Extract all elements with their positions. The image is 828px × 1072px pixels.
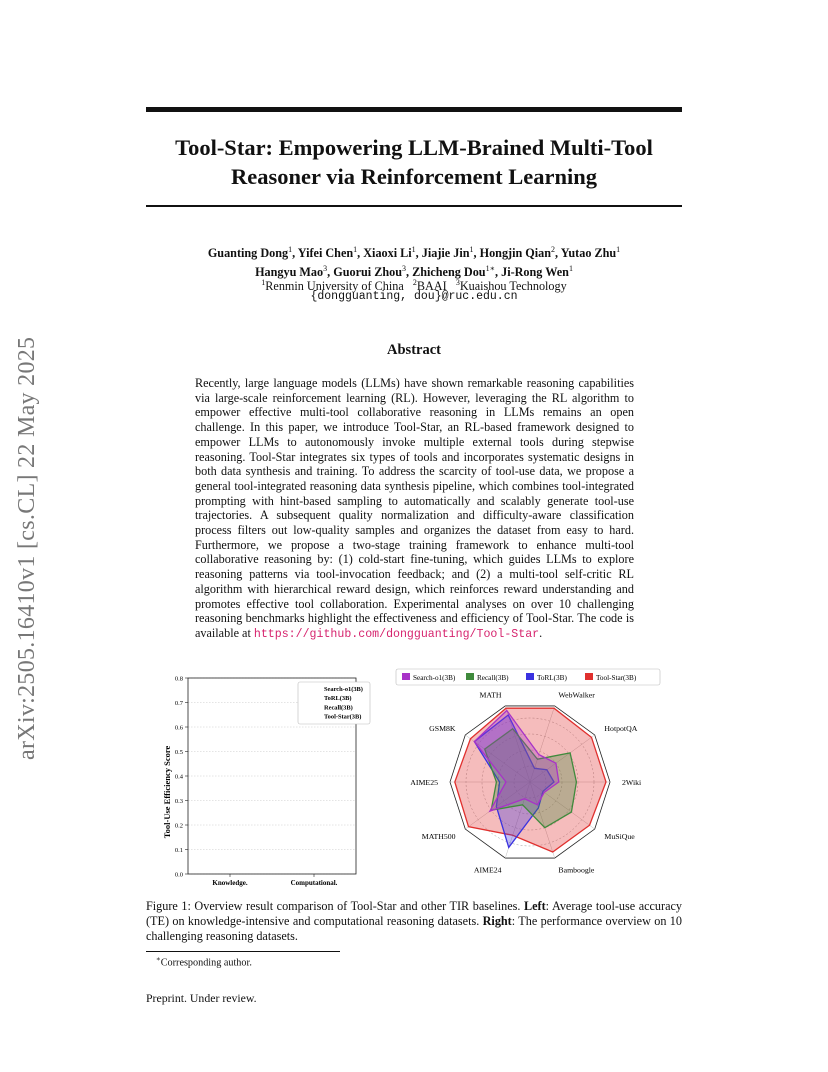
affiliation-name: Renmin University of China <box>265 279 404 294</box>
affiliation-mark: 3 <box>455 278 460 287</box>
affiliation-name: Kuaishou Technology <box>459 279 567 294</box>
preprint-note: Preprint. Under review. <box>146 991 257 1005</box>
legend-entry: Recall(3B) <box>324 704 353 712</box>
code-link[interactable]: https://github.com/dongguanting/Tool-Star <box>253 627 540 641</box>
legend-entry: Recall(3B) <box>477 674 509 682</box>
caption-left-text: : Average tool-use accuracy (TE) on knowledge-intensive and computational reasoning datasets. <box>146 899 682 928</box>
caption-prefix: Figure 1: Overview result comparison of Tool-Star and other TIR baselines. <box>146 899 525 913</box>
contact-email: {dongguanting, dou}@ruc.edu.cn <box>310 290 518 303</box>
author-name: Guorui Zhou <box>333 265 402 280</box>
radar-axis-label: MATH500 <box>421 832 456 842</box>
author-name: Zhicheng Dou <box>412 265 486 280</box>
footnote-rule <box>146 951 340 952</box>
x-tick-label: Computational. <box>290 879 338 887</box>
title-line-1: Tool-Star: Empowering LLM-Brained Multi-Tool <box>175 135 653 160</box>
title-line-2: Reasoner via Reinforcement Learning <box>231 164 597 189</box>
radar-axis-label: MuSiQue <box>604 832 635 842</box>
radar-axis-label: AIME24 <box>473 865 502 875</box>
y-tick-label: 0.5 <box>174 749 183 756</box>
y-tick-label: 0.2 <box>174 822 183 830</box>
title-top-rule <box>146 107 682 112</box>
author-0 <box>208 246 292 260</box>
author-affil-mark: 1 <box>411 245 416 254</box>
y-tick-label: 0.3 <box>174 798 183 805</box>
radar-axis-label: HotpotQA <box>604 723 638 733</box>
title-bottom-rule <box>146 205 682 207</box>
x-tick-label: Knowledge. <box>212 879 248 887</box>
legend-entry: Tool-Star(3B) <box>324 713 362 721</box>
legend-entry: Tool-Star(3B) <box>596 674 637 682</box>
author-name: Xiaoxi Li <box>363 246 412 261</box>
caption-left-label: Left <box>524 899 546 913</box>
radar-axis-label: 2Wiki <box>622 778 642 787</box>
author-affil-mark: 1 <box>469 245 474 254</box>
y-tick-label: 0.7 <box>174 700 183 707</box>
author-5 <box>561 246 620 260</box>
legend-entry: ToRL(3B) <box>537 674 567 682</box>
footnote <box>156 955 252 968</box>
radar-axis-label: AIME25 <box>410 778 438 787</box>
caption-right-label: Right <box>482 914 512 928</box>
footnote-text: Corresponding author. <box>160 957 252 969</box>
legend-entry: Search-o1(3B) <box>324 686 363 693</box>
affiliation-name: BAAI <box>416 279 447 294</box>
author-affil-mark: 1 <box>353 245 358 254</box>
author-line-1: Guanting Dong$^1$, Yifei Chen$^1$, Xiaoxi Li$^1$, Jiajie Jin$^1$, Hongjin Qian$^2$, Yutao Zhu$^1$ <box>207 245 621 261</box>
author-name: Jiajie Jin <box>421 246 470 261</box>
abstract-body <box>195 376 634 643</box>
figure-caption <box>146 899 682 944</box>
author-name: Yutao Zhu <box>560 246 617 261</box>
efficiency-bar-chart <box>158 668 382 892</box>
y-tick-label: 0.1 <box>174 847 183 854</box>
author-name: Hongjin Qian <box>479 246 552 261</box>
author-affil-mark: 1 <box>616 245 621 254</box>
radar-axis-label: MATH <box>479 690 502 700</box>
abstract-heading: Abstract <box>387 342 441 358</box>
legend-swatch <box>402 673 410 680</box>
author-4 <box>480 246 555 260</box>
author-3 <box>422 246 474 260</box>
arxiv-identifier: arXiv:2505.16410v1 [cs.CL] 22 May 2025 <box>14 336 40 760</box>
author-affil-mark: 1 <box>568 264 573 274</box>
y-tick-label: 0.6 <box>174 724 183 732</box>
paper-title <box>146 133 682 191</box>
radar-chart <box>380 668 680 882</box>
legend-entry: ToRL(3B) <box>324 695 352 703</box>
abstract-text: Recently, large language models (LLMs) have shown remarkable reasoning capabilities via large-scale reinforcement learning (RL). However, leveraging the RL algorithm to empower effective multi-tool collaborative reasoning in LLMs remains an open challenge. In this paper, we introduce Tool-Star, an RL-based framework designed to empower LLMs to autonomously invoke multiple external tools during stepwise reasoning. Tool-Star integrates six types of tools and incorporates systematic designs in both data synthesis and training. To address the scarcity of tool-use data, we propose a general tool-integrated reasoning data synthesis pipeline, which combines tool-integrated prompting with hint-based sampling to automatically and scalably generate tool-use trajectories. A subsequent quality normalization and difficulty-aware classification process filters out low-quality samples and organizes the dataset from easy to hard. Furthermore, we propose a two-stage training framework to enhance multi-tool collaborative reasoning by: (1) cold-start fine-tuning, which guides LLMs to explore reasoning patterns via tool-invocation feedback; and (2) a multi-tool self-critic RL algorithm with hierarchical reward design, which reinforces reward understanding and promotes effective tool collaboration. Experimental analyses on over 10 challenging reasoning benchmarks highlight the effectiveness and efficiency of Tool-Star. The code is available at <box>195 376 634 640</box>
author-affil-mark: 3 <box>323 264 328 274</box>
legend-entry: Search-o1(3B) <box>413 674 456 682</box>
y-tick-label: 0.4 <box>174 773 183 781</box>
author-1 <box>298 246 357 260</box>
footnote-mark: ∗ <box>156 955 161 963</box>
author-name: Ji-Rong Wen <box>501 265 569 280</box>
caption-right-text: : The performance overview on 10 challenging reasoning datasets. <box>146 914 682 943</box>
author-name: Yifei Chen <box>297 246 354 261</box>
author-2 <box>363 246 415 260</box>
y-tick-label: 0.0 <box>174 871 183 879</box>
radar-axis-label: Bamboogle <box>558 865 595 875</box>
radar-axis-label: GSM8K <box>429 723 456 733</box>
author-name: Hangyu Mao <box>255 265 324 280</box>
abstract-end: . <box>539 625 543 640</box>
radar-axis-label: WebWalker <box>558 690 595 700</box>
legend-swatch <box>585 673 593 680</box>
author-name: Guanting Dong <box>207 246 289 261</box>
affiliation-mark: 1 <box>261 278 266 287</box>
bar-legend <box>298 682 370 724</box>
author-affil-mark: 3 <box>401 264 406 274</box>
author-line-2: Hangyu Mao$^3$, Guorui Zhou$^3$, Zhicheng Dou$^{1∗}$, Ji-Rong Wen$^1$ <box>255 264 573 280</box>
y-axis-label: Tool-Use Efficiency Score <box>162 745 172 839</box>
author-affil-mark: 1∗ <box>485 264 495 274</box>
affiliation-mark: 2 <box>412 278 417 287</box>
legend-swatch <box>466 673 474 680</box>
legend-swatch <box>526 673 534 680</box>
y-tick-label: 0.8 <box>174 675 183 683</box>
author-affil-mark: 1 <box>288 245 293 254</box>
author-affil-mark: 2 <box>551 245 556 254</box>
